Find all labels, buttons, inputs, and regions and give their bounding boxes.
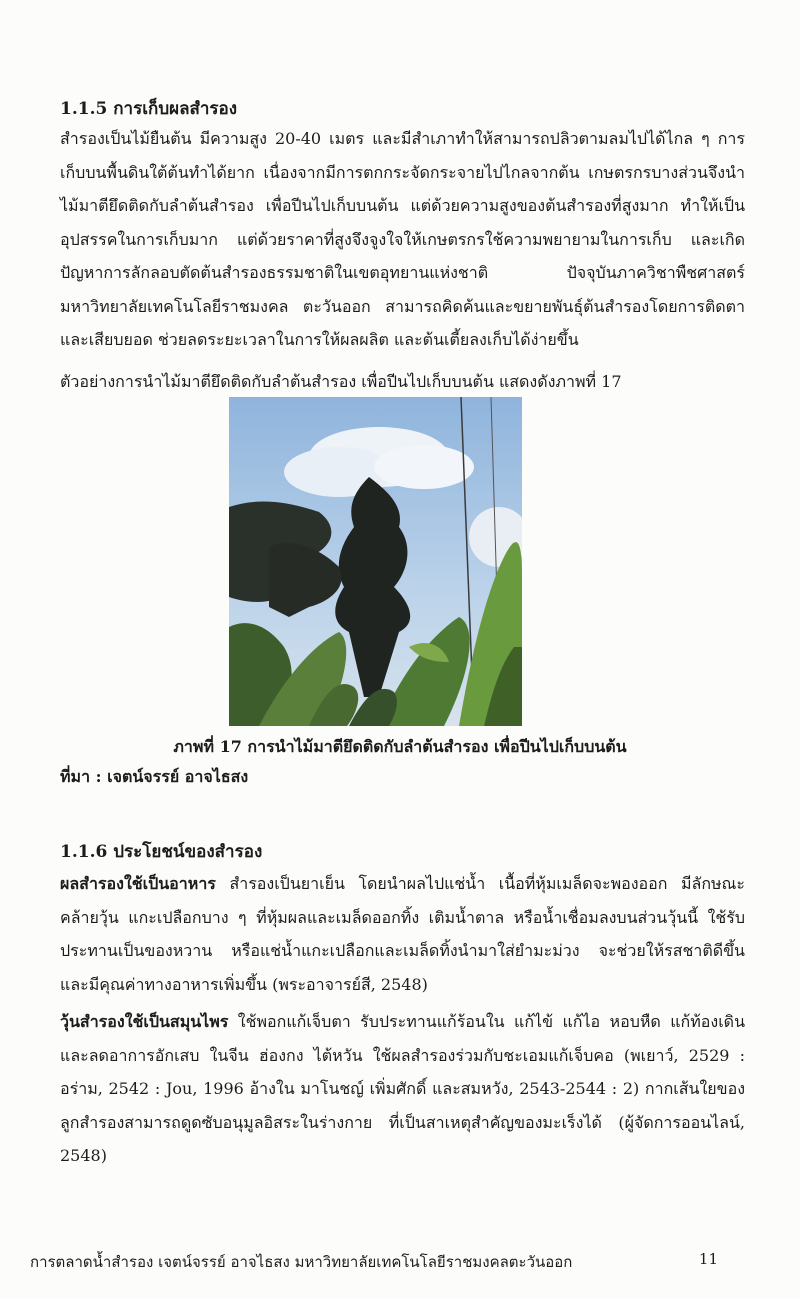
paragraph-harvesting-text: สำรองเป็นไม้ยืนต้น มีความสูง 20-40 เมตร และมีสำเภาทำให้สามารถปลิวตามลมไปได้ไกล ๆ การเก็บบนพื้นดินใต้ต้นทำได้ยาก เนื่องจากมีการตกกระจัดกระจายไปไกลจากต้น เกษตรกรบางส่วนจึงนำไม้มาตียึดติดกับลำต้นสำรอง เพื่อปีนไปเก็บบนต้น แต่ด้วยความสูงของต้นสำรองที่สูงมาก ทำให้เป็นอุปสรรคในการเก็บมาก แต่ด้วยราคาที่สูงจึงจูงใจให้เกษตรกรใช้ความพยายามในการเก็บ และเกิดปัญหาการลักลอบตัดต้นสำรองธรรมชาติในเขตอุทยานแห่งชาติ ปัจจุบันภาควิชาพืชศาสตร์มหาวิทยาลัยเทคโนโลยีราชมงคล ตะวันออก สามารถคิดค้นและขยายพันธุ์ต้นสำรองโดยการติดตาและเสียบยอด ช่วยลดระยะเวลาในการให้ผลผลิต และต้นเตี้ยลงเก็บได้ง่ายขึ้น: [60, 129, 745, 349]
paragraph-food-use-text: สำรองเป็นยาเย็น โดยนำผลไปแช่น้ำ เนื้อที่หุ้มเมล็ดจะพองออก มีลักษณะคล้ายวุ้น แกะเปลือกบาง ๆ ที่หุ้มผลและเมล็ดออกทิ้ง เติมน้ำตาล หรือน้ำเชื่อมลงบนส่วนวุ้นนี้ ใช้รับประทานเป็นของหวาน หรือแช่น้ำแกะเปลือกและเมล็ดทิ้งนำมาใส่ยำมะม่วง จะช่วยให้รสชาติดีขึ้นและมีคุณค่าทางอาหารเพิ่มขึ้น (พระอาจารย์สี, 2548): [60, 874, 745, 994]
section-heading-1-1-6: 1.1.6 ประโยชน์ของสำรอง: [60, 842, 263, 862]
paragraph-example-text: ตัวอย่างการนำไม้มาตียึดติดกับลำต้นสำรอง เพื่อปีนไปเก็บบนต้น แสดงดังภาพที่ 17: [60, 372, 622, 391]
paragraph-food-use: [60, 867, 745, 1001]
paragraph-example: [60, 365, 745, 399]
figure-17-caption: ภาพที่ 17 การนำไม้มาตียึดติดกับลำต้นสำรอง เพื่อปีนไปเก็บบนต้น: [173, 737, 627, 756]
figure-17-source: ที่มา : เจตน์จรรย์ อาจไธสง: [60, 767, 249, 786]
paragraph-herbal-use: [60, 1005, 745, 1173]
paragraph-herbal-use-lead: วุ้นสำรองใช้เป็นสมุนไพร: [60, 1012, 229, 1031]
section-heading-1-1-5: 1.1.5 การเก็บผลสำรอง: [60, 99, 238, 119]
page-number: 11: [698, 1250, 718, 1268]
paragraph-herbal-use-text: ใช้พอกแก้เจ็บตา รับประทานแก้ร้อนใน แก้ไข้ แก้ไอ หอบหืด แก้ท้องเดิน และลดอาการอักเสบ ในจีน ฮ่องกง ไต้หวัน ใช้ผลสำรองร่วมกับชะเอมแก้เจ็บคอ (พเยาว์, 2529 : อร่าม, 2542 : Jou, 1996 อ้างใน มาโนชญ์ เพิ่มศักดิ์ และสมหวัง, 2543-2544 : 2) กากเส้นใยของลูกสำรองสามารถดูดซับอนุมูลอิสระในร่างกาย ที่เป็นสาเหตุสำคัญของมะเร็งได้ (ผู้จัดการออนไลน์, 2548): [60, 1012, 745, 1165]
figure-17-photo: [229, 397, 522, 726]
paragraph-harvesting: [60, 122, 745, 357]
paragraph-food-use-lead: ผลสำรองใช้เป็นอาหาร: [60, 874, 216, 893]
page-footer: การตลาดน้ำสำรอง เจตน์จรรย์ อาจไธสง มหาวิทยาลัยเทคโนโลยีราชมงคลตะวันออก: [30, 1253, 573, 1271]
